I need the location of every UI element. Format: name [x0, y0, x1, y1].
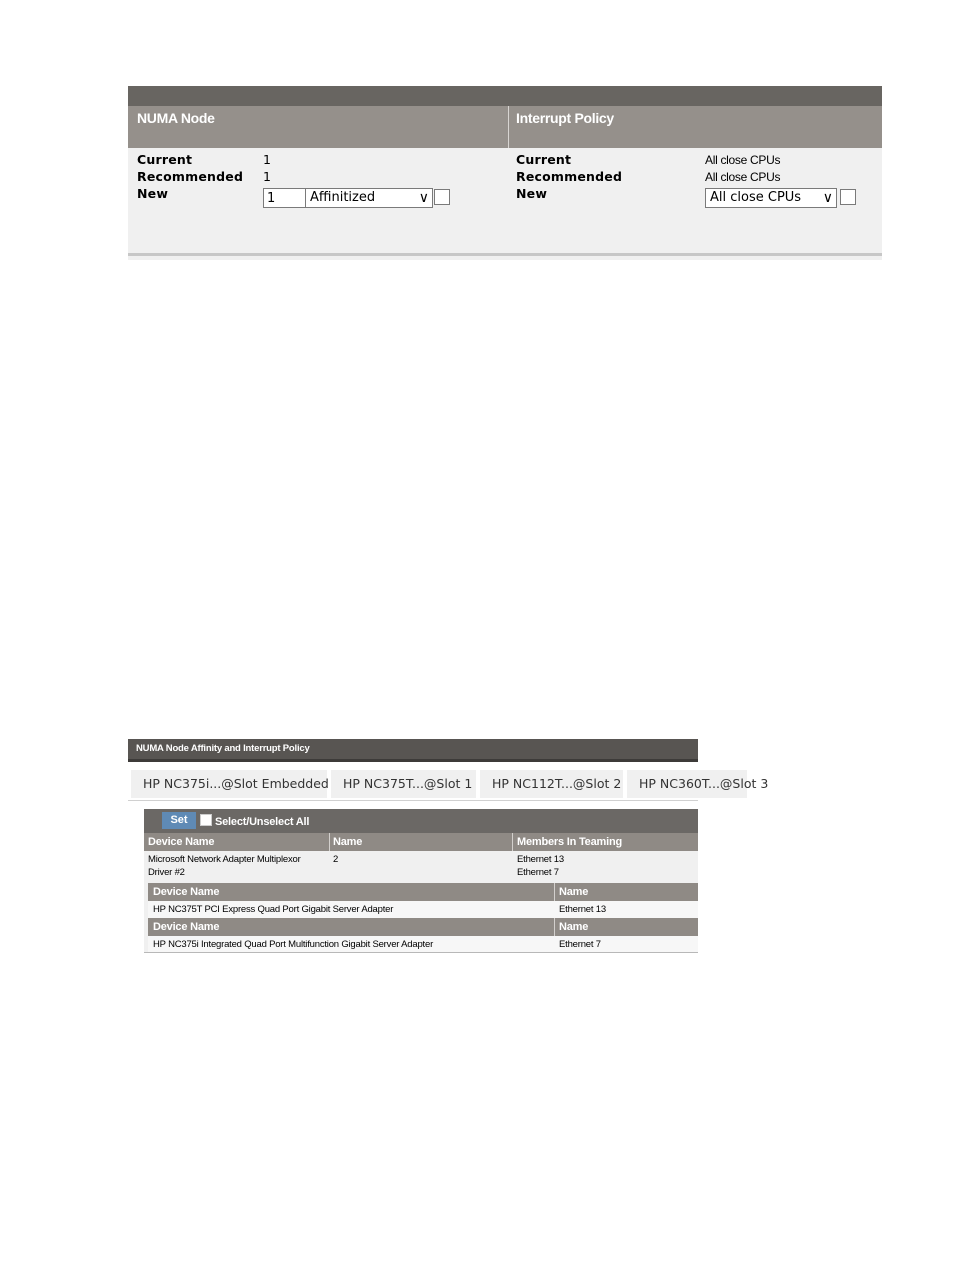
team-name: 2 — [333, 854, 339, 865]
numa-current-value: 1 — [263, 152, 271, 167]
adapter-tab-bar — [128, 768, 769, 801]
col-name: Name — [333, 836, 363, 848]
member-header — [148, 918, 698, 936]
member-name: Ethernet 7 — [559, 939, 601, 950]
panel-top-bar — [128, 86, 882, 106]
col-members: Members In Teaming — [517, 836, 622, 848]
team-member-2: Ethernet 7 — [517, 867, 559, 878]
team-member-1: Ethernet 13 — [517, 854, 564, 865]
interrupt-recommended-value: All close CPUs — [705, 170, 781, 184]
numa-interrupt-panel — [128, 86, 882, 260]
column-separator — [512, 833, 513, 851]
title-underline — [128, 759, 698, 762]
numa-recommended-value: 1 — [263, 169, 271, 184]
numa-new-input[interactable]: 1 — [263, 188, 308, 208]
panel-header — [128, 106, 882, 148]
table-row — [148, 936, 698, 953]
sub-col-name: Name — [559, 886, 589, 898]
numa-node-title: NUMA Node — [137, 110, 215, 126]
interrupt-new-label: New — [516, 186, 548, 201]
table-bottom-border — [144, 952, 698, 953]
numa-apply-checkbox[interactable] — [434, 189, 450, 205]
interrupt-current-label: Current — [516, 152, 572, 167]
interrupt-policy-select[interactable] — [705, 188, 837, 208]
numa-mode-select[interactable] — [305, 188, 433, 208]
select-all-checkbox[interactable] — [200, 814, 212, 826]
sub-col-device-name: Device Name — [153, 921, 220, 933]
table-header — [144, 833, 698, 851]
numa-recommended-label: Recommended — [137, 169, 244, 184]
table-row — [148, 901, 698, 918]
sub-col-name: Name — [559, 921, 589, 933]
tab-slot-embedded[interactable]: HP NC375i...@Slot Embedded — [131, 770, 327, 798]
team-device-name-line1: Microsoft Network Adapter Multiplexor — [148, 854, 301, 865]
tab-slot-1[interactable]: HP NC375T...@Slot 1 — [331, 770, 476, 798]
col-device-name: Device Name — [148, 836, 215, 848]
header-separator — [508, 106, 509, 148]
teaming-table — [144, 809, 698, 953]
team-device-name-line2: Driver #2 — [148, 867, 185, 878]
tab-slot-3[interactable]: HP NC360T...@Slot 3 — [627, 770, 747, 798]
select-all-label: Select/Unselect All — [215, 816, 310, 828]
chevron-down-icon: ∨ — [822, 190, 833, 206]
numa-current-label: Current — [137, 152, 193, 167]
column-separator — [554, 918, 555, 936]
interrupt-recommended-label: Recommended — [516, 169, 623, 184]
column-separator — [329, 833, 330, 851]
member-device-name: HP NC375i Integrated Quad Port Multifunction Gigabit Server Adapter — [153, 939, 434, 950]
set-button[interactable]: Set — [162, 812, 196, 829]
panel-body — [128, 148, 882, 253]
tab-slot-2[interactable]: HP NC112T...@Slot 2 — [480, 770, 623, 798]
interrupt-current-value: All close CPUs — [705, 153, 781, 167]
table-toolbar — [144, 809, 698, 833]
interrupt-apply-checkbox[interactable] — [840, 189, 856, 205]
affinity-panel-title: NUMA Node Affinity and Interrupt Policy — [128, 739, 698, 759]
numa-new-label: New — [137, 186, 169, 201]
member-name: Ethernet 13 — [559, 904, 606, 915]
numa-mode-selected: Affinitized — [310, 190, 376, 205]
panel-bottom-border — [128, 253, 882, 256]
column-separator — [554, 883, 555, 901]
interrupt-policy-title: Interrupt Policy — [516, 110, 614, 126]
sub-col-device-name: Device Name — [153, 886, 220, 898]
chevron-down-icon: ∨ — [418, 190, 429, 206]
member-device-name: HP NC375T PCI Express Quad Port Gigabit Server Adapter — [153, 904, 394, 915]
interrupt-policy-selected: All close CPUs — [710, 190, 802, 205]
member-header — [148, 883, 698, 901]
